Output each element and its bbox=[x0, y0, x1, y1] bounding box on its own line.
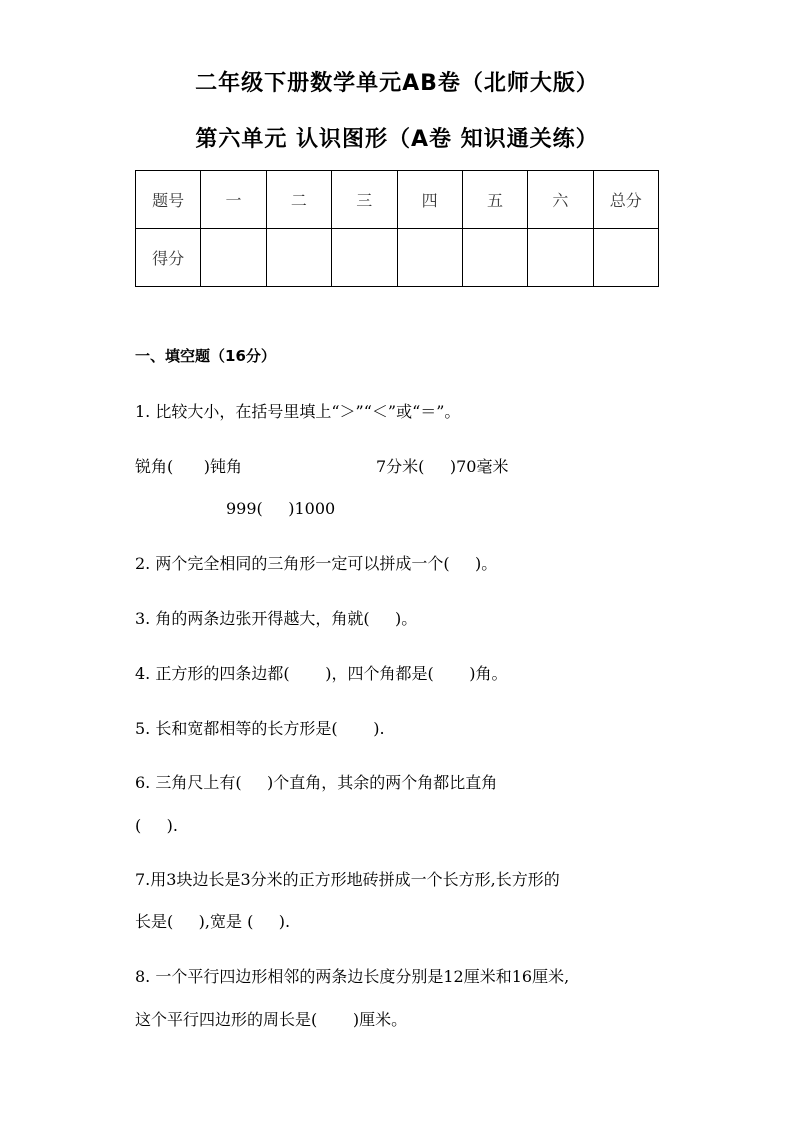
score-cell bbox=[201, 229, 266, 287]
score-cell bbox=[593, 229, 658, 287]
score-header-cell: 一 bbox=[201, 171, 266, 229]
question-1-part-b: 7分米( )70毫米 bbox=[376, 457, 509, 476]
score-cell bbox=[332, 229, 397, 287]
question-6: 6. 三角尺上有( )个直角，其余的两个角都比直角 bbox=[135, 773, 498, 792]
question-3: 3. 角的两条边张开得越大，角就( )。 bbox=[135, 609, 418, 628]
score-cell bbox=[462, 229, 527, 287]
question-1-part-a: 锐角( )钝角 bbox=[135, 457, 243, 476]
question-8: 8. 一个平行四边形相邻的两条边长度分别是12厘米和16厘米, bbox=[135, 967, 570, 986]
score-cell bbox=[266, 229, 331, 287]
score-table-header-row bbox=[136, 171, 659, 229]
question-1-part-c: 999( )1000 bbox=[226, 499, 336, 518]
section-heading: 一、填空题（16分） bbox=[135, 347, 276, 365]
score-header-cell: 六 bbox=[528, 171, 593, 229]
page-subtitle: 第六单元 认识图形（A卷 知识通关练） bbox=[195, 127, 599, 152]
page-title: 二年级下册数学单元AB卷（北师大版） bbox=[195, 71, 599, 96]
question-5: 5. 长和宽都相等的长方形是( ). bbox=[135, 719, 385, 738]
question-4: 4. 正方形的四条边都( )，四个角都是( )角。 bbox=[135, 664, 508, 683]
score-table bbox=[135, 170, 659, 287]
score-header-cell: 四 bbox=[397, 171, 462, 229]
score-row-label: 得分 bbox=[136, 229, 201, 287]
question-1: 1. 比较大小，在括号里填上“＞”“＜”或“＝”。 bbox=[135, 402, 461, 421]
question-6-continued: ( ). bbox=[135, 816, 178, 835]
question-2: 2. 两个完全相同的三角形一定可以拼成一个( )。 bbox=[135, 554, 498, 573]
score-cell bbox=[528, 229, 593, 287]
score-header-cell: 总分 bbox=[593, 171, 658, 229]
score-header-cell: 五 bbox=[462, 171, 527, 229]
question-7: 7.用3块边长是3分米的正方形地砖拼成一个长方形,长方形的 bbox=[135, 870, 560, 889]
question-8-continued: 这个平行四边形的周长是( )厘米。 bbox=[135, 1010, 408, 1029]
score-header-cell: 二 bbox=[266, 171, 331, 229]
score-cell bbox=[397, 229, 462, 287]
score-header-cell: 三 bbox=[332, 171, 397, 229]
score-table-score-row bbox=[136, 229, 659, 287]
question-7-continued: 长是( ),宽是 ( ). bbox=[135, 912, 291, 931]
score-header-cell: 题号 bbox=[136, 171, 201, 229]
